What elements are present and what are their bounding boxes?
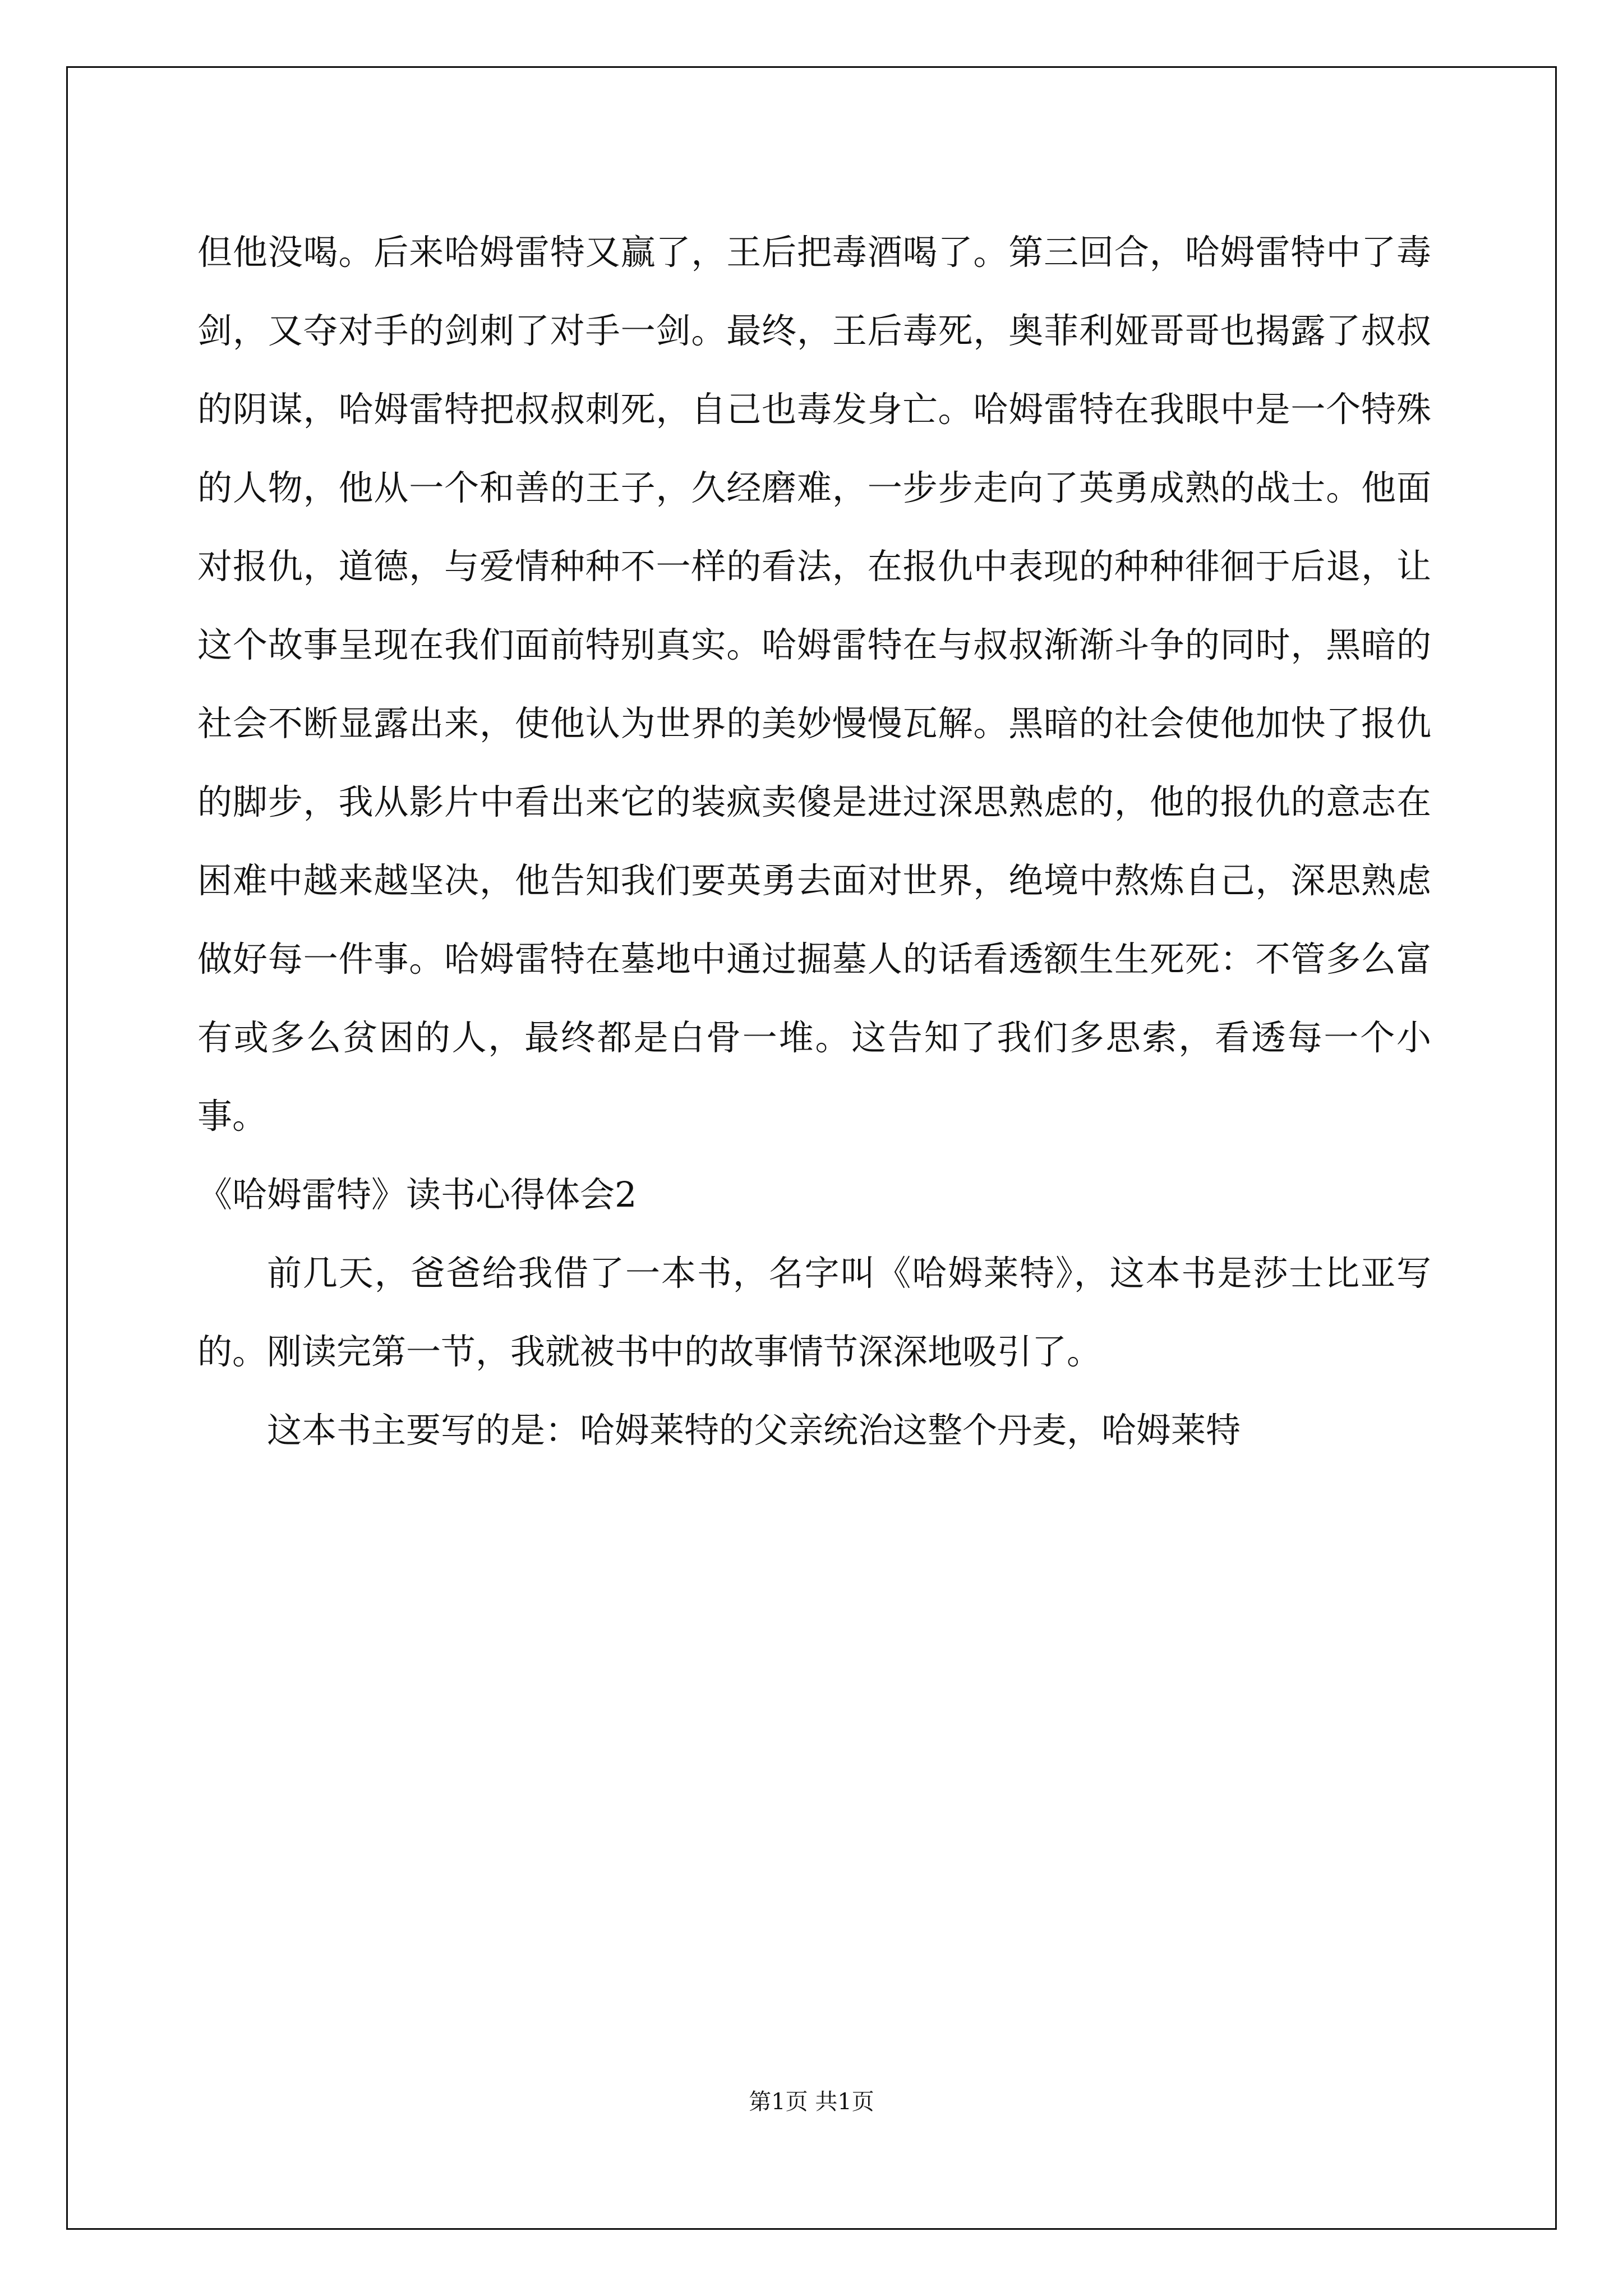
section-heading: 《哈姆雷特》读书心得体会2 bbox=[197, 1174, 637, 1215]
paragraph: 前几天，爸爸给我借了一本书，名字叫《哈姆莱特》，这本书是莎士比亚写的。刚读完第一节，我就被书中的故事情节深深地吸引了。 bbox=[197, 1253, 1431, 1372]
page-footer: 第1页 共1页 bbox=[749, 2089, 874, 2115]
paragraph-continued: 但他没喝。后来哈姆雷特又赢了，王后把毒酒喝了。第三回合，哈姆雷特中了毒剑，又夺对手的剑刺了对手一剑。最终，王后毒死，奥菲利娅哥哥也揭露了叔叔的阴谋，哈姆雷特把叔叔刺死，自己也毒发身亡。哈姆雷特在我眼中是一个特殊的人物，他从一个和善的王子，久经磨难，一步步走向了英勇成熟的战士。他面对报仇，道德，与爱情种种不一样的看法，在报仇中表现的种种徘徊于后退，让这个故事呈现在我们面前特别真实。哈姆雷特在与叔叔渐渐斗争的同时，黑暗的社会不断显露出来，使他认为世界的美妙慢慢瓦解。黑暗的社会使他加快了报仇的脚步，我从影片中看出来它的装疯卖傻是进过深思熟虑的，他的报仇的意志在困难中越来越坚决，他告知我们要英勇去面对世界，绝境中熬炼自己，深思熟虑做好每一件事。哈姆雷特在墓地中通过掘墓人的话看透额生生死死：不管多么富有或多么贫困的人，最终都是白骨一堆。这告知了我们多思索，看透每一个小事。 bbox=[197, 232, 1431, 1137]
paragraph: 这本书主要写的是：哈姆莱特的父亲统治这整个丹麦，哈姆莱特 bbox=[267, 1410, 1241, 1451]
document-body bbox=[197, 213, 1431, 1470]
